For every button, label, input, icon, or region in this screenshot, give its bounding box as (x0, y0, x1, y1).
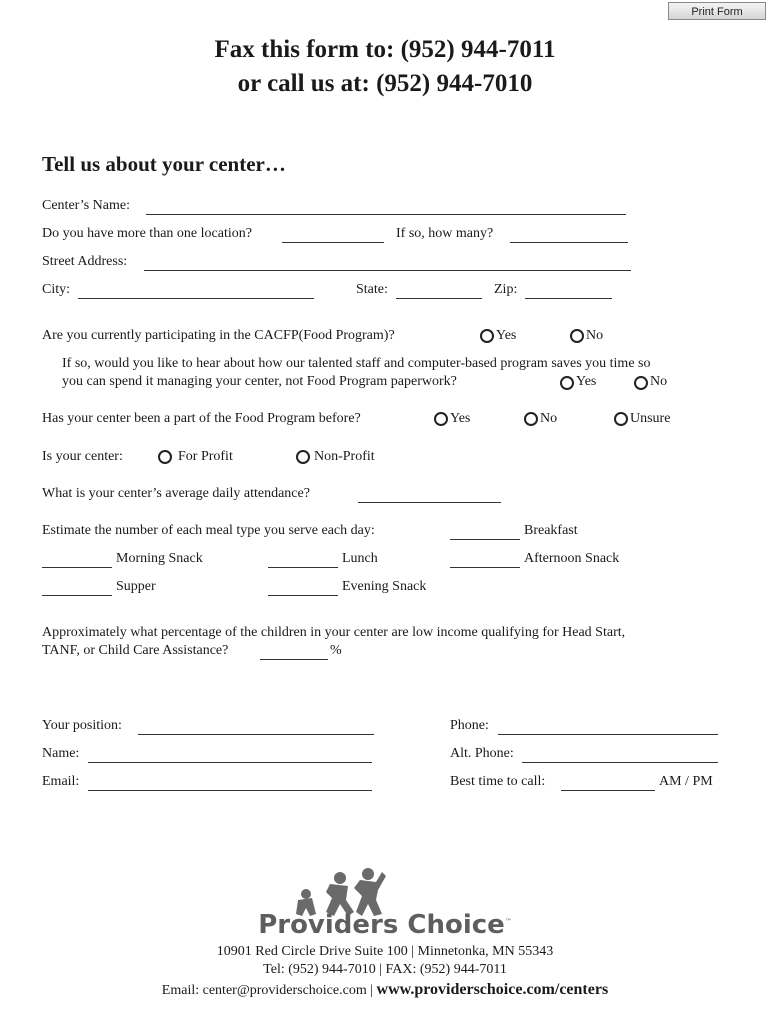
afternoon-snack-label: Afternoon Snack (524, 551, 620, 566)
past-no-label: No (540, 411, 558, 426)
income-question-line2: TANF, or Child Care Assistance? (42, 643, 229, 658)
phone-input[interactable] (498, 734, 718, 735)
morning-snack-label: Morning Snack (116, 551, 203, 566)
email-input[interactable] (88, 790, 372, 791)
lunch-input[interactable] (268, 567, 338, 568)
name-input[interactable] (88, 762, 372, 763)
followup-no-radio[interactable] (634, 376, 648, 390)
phone-label: Phone: (450, 718, 489, 733)
meals-question: Estimate the number of each meal type you serve each day: (42, 523, 375, 538)
past-no-radio[interactable] (524, 412, 538, 426)
print-form-button[interactable]: Print Form (668, 2, 766, 20)
evening-snack-input[interactable] (268, 595, 338, 596)
center-type-question: Is your center: (42, 449, 123, 464)
providers-choice-logo: Providers Choice™ (258, 910, 512, 940)
attendance-input[interactable] (358, 502, 501, 503)
footer-email-web: Email: center@providerschoice.com | www.providerschoice.com/centers (161, 981, 609, 998)
afternoon-snack-input[interactable] (450, 567, 520, 568)
past-unsure-radio[interactable] (614, 412, 628, 426)
city-label: City: (42, 282, 71, 297)
city-input[interactable] (78, 298, 314, 299)
more-locations-label: Do you have more than one location? (42, 226, 252, 241)
attendance-question: What is your center’s average daily attendance? (42, 486, 310, 501)
street-label: Street Address: (42, 254, 128, 269)
footer-address: 10901 Red Circle Drive Suite 100 | Minnetonka, MN 55343 (216, 944, 554, 959)
non-profit-radio[interactable] (296, 450, 310, 464)
website-link[interactable]: www.providerschoice.com/centers (376, 981, 609, 998)
breakfast-input[interactable] (450, 539, 520, 540)
how-many-label: If so, how many? (396, 226, 494, 241)
more-locations-input[interactable] (282, 242, 384, 243)
past-yes-radio[interactable] (434, 412, 448, 426)
footer-tel-fax: Tel: (952) 944-7010 | FAX: (952) 944-7011 (263, 962, 507, 977)
am-pm-label: AM / PM (659, 774, 713, 789)
cacfp-yes-radio[interactable] (480, 329, 494, 343)
how-many-input[interactable] (510, 242, 628, 243)
alt-phone-label: Alt. Phone: (450, 746, 514, 761)
percent-sign: % (330, 643, 342, 658)
alt-phone-input[interactable] (522, 762, 718, 763)
followup-text-line2: you can spend it managing your center, not Food Program paperwork? (62, 374, 457, 389)
call-heading: or call us at: (952) 944-7010 (237, 70, 533, 97)
followup-no-label: No (650, 374, 668, 389)
section-title: Tell us about your center… (42, 152, 286, 176)
cacfp-question: Are you currently participating in the CACFP(Food Program)? (42, 328, 395, 343)
morning-snack-input[interactable] (42, 567, 112, 568)
fax-heading: Fax this form to: (952) 944-7011 (214, 36, 556, 63)
income-question-line1: Approximately what percentage of the children in your center are low income qualifying for Head Start, (42, 625, 626, 640)
state-label: State: (356, 282, 388, 297)
cacfp-no-label: No (586, 328, 604, 343)
supper-label: Supper (116, 579, 156, 594)
followup-text-line1: If so, would you like to hear about how our talented staff and computer-based program saves you time so (62, 356, 651, 371)
past-yes-label: Yes (450, 411, 471, 426)
best-time-label: Best time to call: (450, 774, 546, 789)
income-percent-input[interactable] (260, 659, 328, 660)
past-unsure-label: Unsure (630, 411, 671, 426)
zip-input[interactable] (525, 298, 612, 299)
email-label: Email: (42, 774, 80, 789)
position-label: Your position: (42, 718, 122, 733)
evening-snack-label: Evening Snack (342, 579, 427, 594)
cacfp-no-radio[interactable] (570, 329, 584, 343)
centers-name-label: Center’s Name: (42, 198, 130, 213)
best-time-input[interactable] (561, 790, 655, 791)
non-profit-label: Non-Profit (314, 449, 375, 464)
for-profit-label: For Profit (178, 449, 233, 464)
cacfp-yes-label: Yes (496, 328, 517, 343)
for-profit-radio[interactable] (158, 450, 172, 464)
street-input[interactable] (144, 270, 631, 271)
lunch-label: Lunch (342, 551, 378, 566)
followup-yes-label: Yes (576, 374, 597, 389)
zip-label: Zip: (494, 282, 518, 297)
state-input[interactable] (396, 298, 482, 299)
past-program-question: Has your center been a part of the Food Program before? (42, 411, 361, 426)
supper-input[interactable] (42, 595, 112, 596)
centers-name-input[interactable] (146, 214, 626, 215)
position-input[interactable] (138, 734, 374, 735)
breakfast-label: Breakfast (524, 523, 578, 538)
followup-yes-radio[interactable] (560, 376, 574, 390)
name-label: Name: (42, 746, 80, 761)
